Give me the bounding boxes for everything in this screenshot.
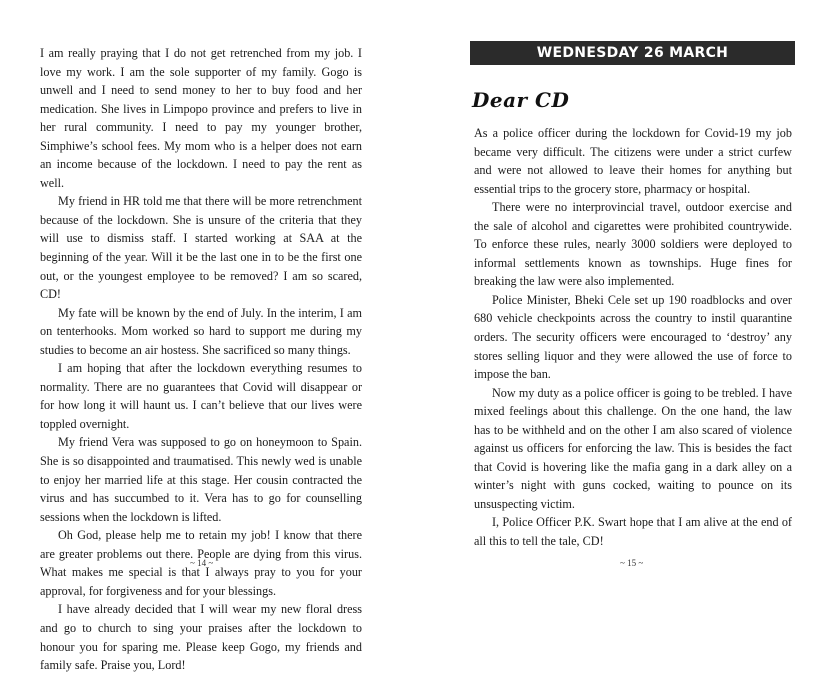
page-number: ~ 14 ~ <box>190 558 214 568</box>
paragraph: Now my duty as a police officer is going to be trebled. I have mixed feelings about this challenge. On the one hand, the law has to be withheld and on the other I am also scared of violence against us officers for enforcing the law. This is besides the fact that Covid is hovering like the mafia gang in a dark alley on a winter’s night with guns cocked, waiting to pounce on its unsuspecting victim. <box>474 385 792 511</box>
page-number: ~ 15 ~ <box>620 558 644 568</box>
left-page <box>0 0 416 673</box>
paragraph: My friend Vera was supposed to go on honeymoon to Spain. She is so disappointed and traumatised. This newly wed is unable to enjoy her married life at this stage. Her cousin contracted the virus and has succumbed to it. Vera has to go for counselling sessions when the lockdown is lifted. <box>40 435 362 524</box>
paragraph: I have already decided that I will wear my new floral dress and go to church to sing your praises after the lockdown to honour you for sparing me. Please keep Gogo, my friends and family safe. Praise you, Lord! <box>40 602 362 673</box>
right-page-body <box>474 124 792 551</box>
right-page <box>416 0 832 590</box>
paragraph: As a police officer during the lockdown for Covid-19 my job became very difficult. The citizens were under a strict curfew and were not allowed to leave their homes for anything but essential trips to the grocery store, pharmacy or hospital. <box>474 126 792 196</box>
paragraph: My friend in HR told me that there will be more retrenchment because of the lockdown. She is unsure of the criteria that they will use to dismiss staff. I started working at SAA at the beginning of the year. Will it be the last one in to be the first one out, or the youngest employee to be removed? I am so scared, CD! <box>40 194 362 302</box>
date-header: WEDNESDAY 26 MARCH <box>470 41 795 65</box>
salutation: Dear CD <box>472 88 570 112</box>
left-page-body <box>40 44 362 675</box>
paragraph: I, Police Officer P.K. Swart hope that I am alive at the end of all this to tell the tale, CD! <box>474 515 792 549</box>
paragraph: Police Minister, Bheki Cele set up 190 roadblocks and over 680 vehicle checkpoints across the country to instil quarantine orders. The security officers were encouraged to ‘destroy’ any stores selling liquor and they were allowed the use of force to impose the ban. <box>474 292 792 382</box>
paragraph: My fate will be known by the end of July. In the interim, I am on tenterhooks. Mom worked so hard to support me during my studies to become an air hostess. She sacrificed so many things. <box>40 305 362 357</box>
paragraph: I am hoping that after the lockdown everything resumes to normality. There are no guarantees that Covid will disappear or for how long it will haunt us. I can’t believe that our lives were toppled overnight. <box>40 361 362 431</box>
paragraph: There were no interprovincial travel, outdoor exercise and the sale of alcohol and cigarettes were prohibited countrywide. To enforce these rules, nearly 3000 soldiers were deployed to informal settlements known as townships. Huge fines for breaking the law were also implemented. <box>474 200 792 289</box>
paragraph: I am really praying that I do not get retrenched from my job. I love my work. I am the sole supporter of my family. Gogo is unwell and I need to send money to her to buy food and her medication. She lives in Limpopo province and prefers to live in her rural community. I need to pay my younger brother, Simphiwe’s school fees. My mom who is a helper does not earn an income because of the lockdown. I need to pay the rent as well. <box>40 46 362 190</box>
paragraph: Oh God, please help me to retain my job! I know that there are greater problems out there. People are dying from this virus. What makes me special is that I always pray to you for your approval, for forgiveness and for your blessings. <box>40 528 362 598</box>
